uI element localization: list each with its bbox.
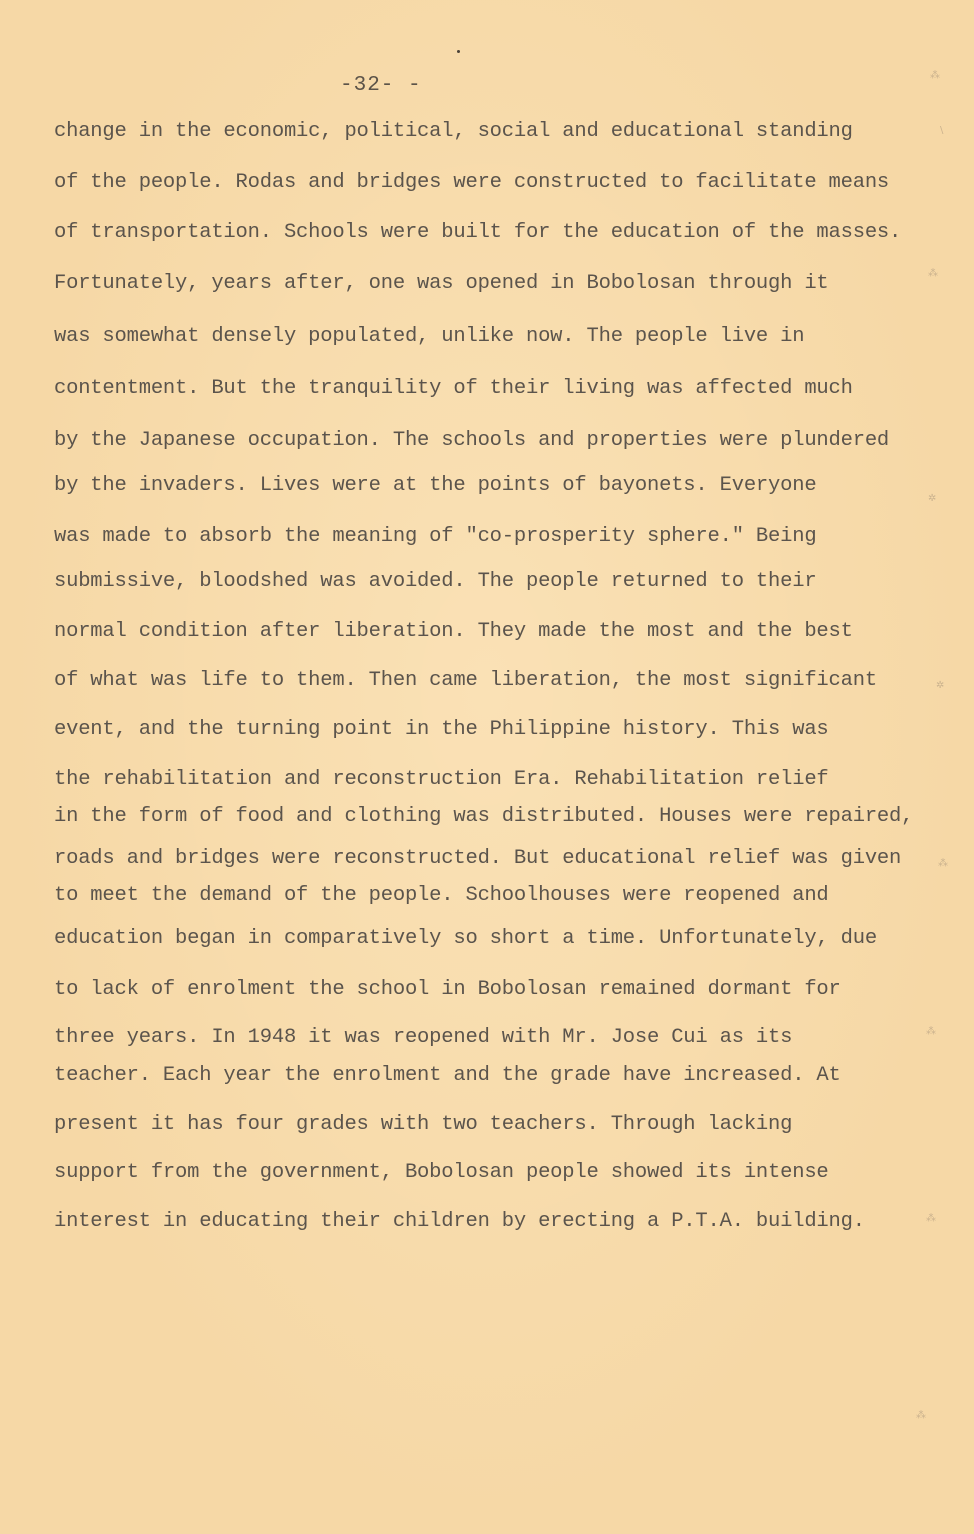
text-line-23: support from the government, Bobolosan people showed its intense [54, 1161, 829, 1184]
text-line-8: by the invaders. Lives were at the points of bayonets. Everyone [54, 474, 817, 497]
text-line-19: to lack of enrolment the school in Bobolosan remained dormant for [54, 978, 841, 1001]
text-line-4: Fortunately, years after, one was opened in Bobolosan through it [54, 272, 829, 295]
paper-speck: ✲ [928, 493, 937, 504]
text-line-16: roads and bridges were reconstructed. But educational relief was given [54, 847, 902, 870]
paper-speck: ⁂ [926, 1213, 936, 1224]
text-line-6: contentment. But the tranquility of their living was affected much [54, 377, 853, 400]
text-line-12: of what was life to them. Then came liberation, the most significant [54, 669, 877, 692]
text-line-21: teacher. Each year the enrolment and the grade have increased. At [54, 1064, 841, 1087]
text-line-3: of transportation. Schools were built for the education of the masses. [54, 221, 902, 244]
text-line-24: interest in educating their children by erecting a P.T.A. building. [54, 1210, 865, 1233]
text-line-1: change in the economic, political, social and educational standing [54, 120, 853, 143]
text-line-18: education began in comparatively so short a time. Unfortunately, due [54, 927, 877, 950]
paper-speck: ⁂ [928, 268, 938, 279]
text-line-7: by the Japanese occupation. The schools and properties were plundered [54, 429, 890, 452]
text-line-10: submissive, bloodshed was avoided. The people returned to their [54, 570, 817, 593]
text-line-14: the rehabilitation and reconstruction Era. Rehabilitation relief [54, 768, 829, 791]
paper-speck: ⁂ [938, 858, 948, 869]
paper-speck: ⁂ [926, 1026, 936, 1037]
text-line-15: in the form of food and clothing was distributed. Houses were repaired, [54, 805, 914, 828]
ink-dot [457, 50, 460, 53]
page-number: -32- - [340, 74, 422, 97]
paper-speck: ✲ [936, 680, 945, 691]
text-line-11: normal condition after liberation. They made the most and the best [54, 620, 853, 643]
text-line-5: was somewhat densely populated, unlike now. The people live in [54, 325, 805, 348]
paper-speck: \ [940, 125, 944, 136]
text-line-13: event, and the turning point in the Philippine history. This was [54, 718, 829, 741]
paper-speck: ⁂ [930, 70, 940, 81]
text-line-2: of the people. Rodas and bridges were constructed to facilitate means [54, 171, 890, 194]
paper-speck: ⁂ [916, 1410, 926, 1421]
text-line-20: three years. In 1948 it was reopened with Mr. Jose Cui as its [54, 1026, 793, 1049]
text-line-22: present it has four grades with two teachers. Through lacking [54, 1113, 793, 1136]
text-line-17: to meet the demand of the people. Schoolhouses were reopened and [54, 884, 829, 907]
text-line-9: was made to absorb the meaning of "co-prosperity sphere." Being [54, 525, 817, 548]
